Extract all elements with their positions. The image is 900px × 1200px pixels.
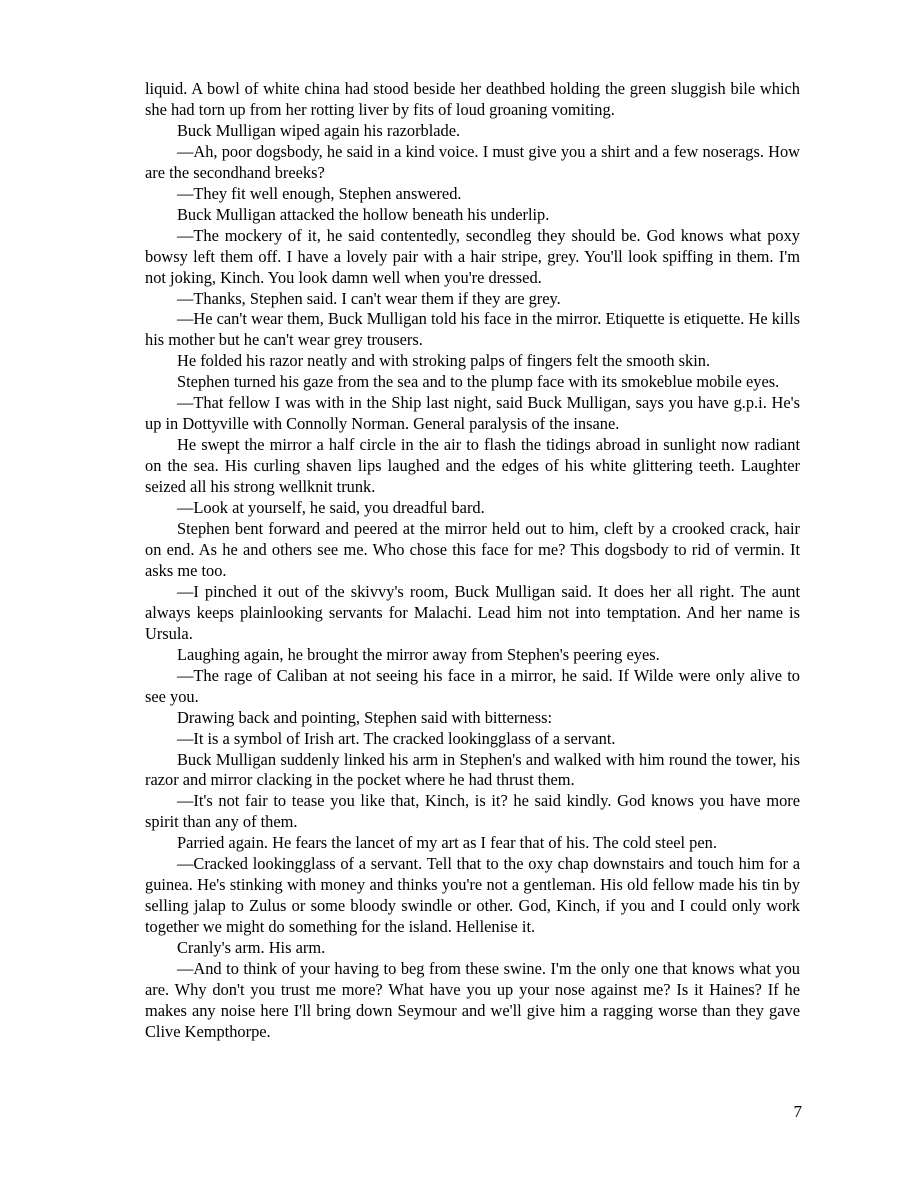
paragraph: —They fit well enough, Stephen answered. [177, 183, 462, 203]
paragraph: Buck Mulligan attacked the hollow beneath his underlip. [177, 204, 550, 224]
paragraph: Stephen turned his gaze from the sea and to the plump face with its smokeblue mobile eyes. [177, 372, 780, 392]
paragraph: Buck Mulligan suddenly linked his arm in Stephen's and walked with him round the tower, his razor and mirror clacking in the pocket where he had thrust them. [145, 749, 800, 790]
paragraph: —It's not fair to tease you like that, Kinch, is it? he said kindly. God knows you have more spirit than any of them. [145, 791, 800, 832]
paragraph: —Look at yourself, he said, you dreadful bard. [177, 498, 485, 518]
paragraph: —He can't wear them, Buck Mulligan told his face in the mirror. Etiquette is etiquette. He kills his mother but he can't wear grey trousers. [145, 309, 800, 350]
paragraph: Cranly's arm. His arm. [177, 938, 326, 958]
paragraph: —It is a symbol of Irish art. The cracked lookingglass of a servant. [177, 728, 616, 748]
paragraph: Parried again. He fears the lancet of my art as I fear that of his. The cold steel pen. [177, 833, 717, 853]
paragraph: Stephen bent forward and peered at the mirror held out to him, cleft by a crooked crack, hair on end. As he and others see me. Who chose this face for me? This dogsbody to rid of vermin. It asks me too. [145, 519, 800, 580]
paragraph: —The mockery of it, he said contentedly, secondleg they should be. God knows what poxy bowsy left them off. I have a lovely pair with a hair stripe, grey. You'll look spiffing in them. I'm not joking, Kinch. You look damn well when you're dressed. [145, 225, 800, 287]
paragraph: Drawing back and pointing, Stephen said with bitterness: [177, 707, 553, 727]
paragraph: —The rage of Caliban at not seeing his face in a mirror, he said. If Wilde were only alive to see you. [145, 665, 800, 706]
paragraph: —And to think of your having to beg from these swine. I'm the only one that knows what you are. Why don't you trust me more? What have you up your nose against me? Is it Haines? If he makes any noise here I'll bring down Seymour and we'll give him a ragging worse than they gave Clive Kempthorpe. [145, 959, 800, 1041]
page-number: 7 [793, 1102, 802, 1121]
paragraph: —Cracked lookingglass of a servant. Tell that to the oxy chap downstairs and touch him for a guinea. He's stinking with money and thinks you're not a gentleman. His old fellow made his tin by selling jalap to Zulus or some bloody swindle or other. God, Kinch, if you and I could only work together we might do something for the island. Hellenise it. [145, 854, 800, 937]
paragraph: —Thanks, Stephen said. I can't wear them if they are grey. [177, 288, 561, 308]
paragraph: Laughing again, he brought the mirror away from Stephen's peering eyes. [177, 644, 660, 664]
paragraph: —That fellow I was with in the Ship last night, said Buck Mulligan, says you have g.p.i. He's up in Dottyville with Connolly Norman. General paralysis of the insane. [145, 393, 800, 434]
paragraph: —I pinched it out of the skivvy's room, Buck Mulligan said. It does her all right. The aunt always keeps plainlooking servants for Malachi. Lead him not into temptation. And her name is Ursula. [145, 581, 800, 643]
paragraph: Buck Mulligan wiped again his razorblade. [177, 120, 461, 140]
paragraph: He swept the mirror a half circle in the air to flash the tidings abroad in sunlight now radiant on the sea. His curling shaven lips laughed and the edges of his white glittering teeth. Laughter seized all his strong wellknit trunk. [145, 435, 800, 497]
paragraph: liquid. A bowl of white china had stood beside her deathbed holding the green sluggish bile which she had torn up from her rotting liver by fits of loud groaning vomiting. [145, 79, 800, 119]
paragraph: He folded his razor neatly and with stroking palps of fingers felt the smooth skin. [177, 351, 711, 371]
page-body [145, 79, 800, 1043]
paragraph: —Ah, poor dogsbody, he said in a kind voice. I must give you a shirt and a few noserags. How are the secondhand breeks? [145, 141, 800, 182]
